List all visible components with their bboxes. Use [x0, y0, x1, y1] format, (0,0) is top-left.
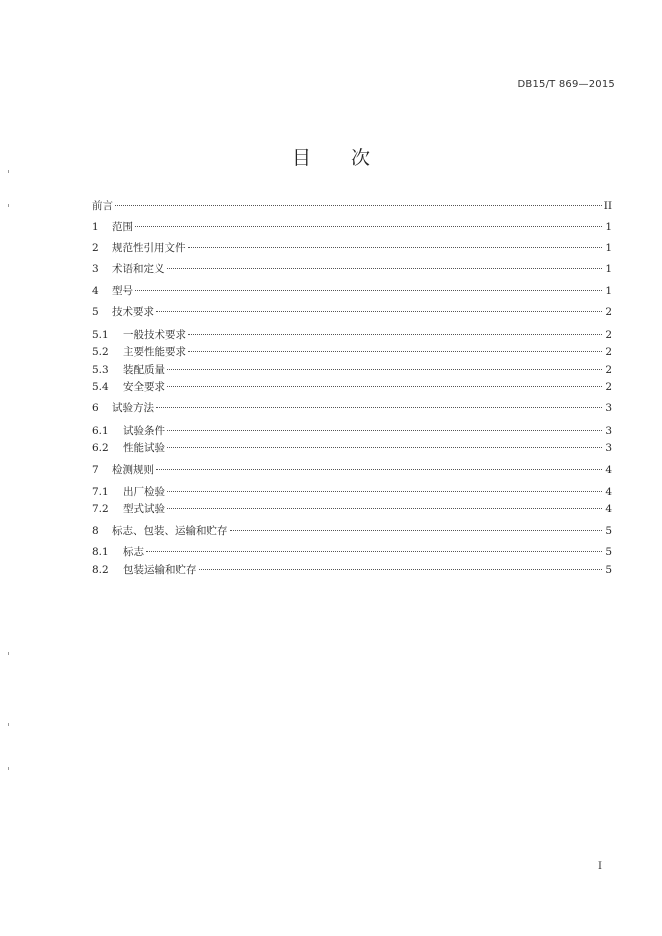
toc-entry[interactable] [92, 564, 612, 577]
toc-entry[interactable] [92, 381, 612, 394]
toc-entry-number: 2 [92, 242, 99, 254]
toc-entry[interactable] [92, 364, 612, 377]
toc-entry-label: 术语和定义 [112, 263, 165, 275]
toc-entry-number: 8.1 [92, 546, 109, 558]
toc-leader-dots [115, 205, 602, 206]
toc-entry-page: 5 [605, 525, 612, 537]
toc-entry-page: 2 [605, 306, 612, 318]
toc-entry[interactable] [92, 425, 612, 438]
toc-entry-page: 2 [605, 364, 612, 376]
toc-entry[interactable] [92, 503, 612, 516]
toc-entry[interactable] [92, 464, 612, 477]
toc-entry-page: 5 [605, 564, 612, 576]
toc-entry-number: 6.2 [92, 442, 109, 454]
toc-entry-label: 技术要求 [112, 306, 154, 318]
toc-entry[interactable] [92, 525, 612, 538]
toc-leader-dots [167, 268, 603, 269]
toc-entry-number: 7 [92, 464, 99, 476]
toc-entry-number: 6.1 [92, 425, 109, 437]
toc-entry[interactable] [92, 442, 612, 455]
toc-leader-dots [188, 247, 603, 248]
toc-leader-dots [156, 311, 602, 312]
toc-entry-label: 前言 [92, 200, 113, 212]
toc-entry-page: 2 [605, 381, 612, 393]
toc-entry-number: 5 [92, 306, 99, 318]
toc-entry-label: 一般技术要求 [123, 329, 186, 341]
toc-entry[interactable] [92, 242, 612, 255]
toc-heading-char-1: 目 [291, 147, 311, 169]
toc-entry-page: II [603, 200, 612, 212]
toc-entry-page: 1 [605, 285, 612, 297]
toc-entry-number: 8 [92, 525, 99, 537]
toc-entry-number: 8.2 [92, 564, 109, 576]
toc-entry-page: 4 [605, 486, 612, 498]
toc-entry[interactable] [92, 402, 612, 415]
toc-entry-page: 1 [605, 263, 612, 275]
toc-entry-number: 7.1 [92, 486, 109, 498]
toc-entry-number: 1 [92, 221, 99, 233]
toc-leader-dots [167, 508, 602, 509]
toc-leader-dots [167, 386, 602, 387]
toc-entry[interactable] [92, 221, 612, 234]
toc-entry-number: 4 [92, 285, 99, 297]
toc-entry-label: 检测规则 [112, 464, 154, 476]
toc-entry-label: 型式试验 [123, 503, 165, 515]
toc-entry-page: 4 [605, 503, 612, 515]
toc-leader-dots [156, 407, 602, 408]
toc-leader-dots [167, 491, 602, 492]
toc-leader-dots [167, 447, 602, 448]
toc-leader-dots [146, 551, 602, 552]
toc-entry-page: 3 [605, 442, 612, 454]
toc-leader-dots [199, 569, 603, 570]
toc-leader-dots [230, 530, 603, 531]
toc-entry-label: 标志 [123, 546, 144, 558]
toc-entry-number: 5.2 [92, 346, 109, 358]
toc-entry-label: 范围 [112, 221, 133, 233]
toc-entry-label: 试验条件 [123, 425, 165, 437]
toc-entry-label: 包装运输和贮存 [123, 564, 197, 576]
toc-leader-dots [135, 290, 602, 291]
toc-entry[interactable] [92, 263, 612, 276]
toc-entry-label: 出厂检验 [123, 486, 165, 498]
toc-entry[interactable] [92, 546, 612, 559]
toc-leader-dots [167, 430, 602, 431]
toc-entry-label: 型号 [112, 285, 133, 297]
toc-entry-label: 安全要求 [123, 381, 165, 393]
toc-entry[interactable] [92, 285, 612, 298]
toc-entry-label: 性能试验 [123, 442, 165, 454]
toc-entry-page: 1 [605, 221, 612, 233]
page-number: I [598, 861, 602, 872]
document-code: DB15/T 869—2015 [517, 79, 615, 90]
toc-entry-label: 装配质量 [123, 364, 165, 376]
toc-entry-number: 5.4 [92, 381, 109, 393]
toc-entry-number: 3 [92, 263, 99, 275]
toc-entry-page: 2 [605, 346, 612, 358]
toc-entry-label: 主要性能要求 [123, 346, 186, 358]
toc-entry[interactable] [92, 486, 612, 499]
toc-entry-page: 3 [605, 402, 612, 414]
toc-entry[interactable] [92, 346, 612, 359]
toc-entry-page: 3 [605, 425, 612, 437]
toc-leader-dots [188, 334, 602, 335]
toc-entry-number: 5.3 [92, 364, 109, 376]
toc-leader-dots [156, 469, 602, 470]
toc-heading-char-2: 次 [351, 147, 371, 169]
toc-entry-number: 5.1 [92, 329, 109, 341]
toc-leader-dots [188, 351, 602, 352]
toc-entry-label: 试验方法 [112, 402, 154, 414]
toc-entry-label: 规范性引用文件 [112, 242, 186, 254]
toc-entry[interactable] [92, 306, 612, 319]
toc-leader-dots [135, 226, 602, 227]
toc-entry-page: 5 [605, 546, 612, 558]
toc-entry-page: 2 [605, 329, 612, 341]
toc-entry[interactable] [92, 200, 612, 213]
toc-entry-page: 1 [605, 242, 612, 254]
toc-leader-dots [167, 369, 602, 370]
toc-heading [0, 143, 662, 170]
toc-entry-label: 标志、包装、运输和贮存 [112, 525, 228, 537]
toc-entry-number: 7.2 [92, 503, 109, 515]
toc-entry[interactable] [92, 329, 612, 342]
toc-entry-page: 4 [605, 464, 612, 476]
toc-entry-number: 6 [92, 402, 99, 414]
